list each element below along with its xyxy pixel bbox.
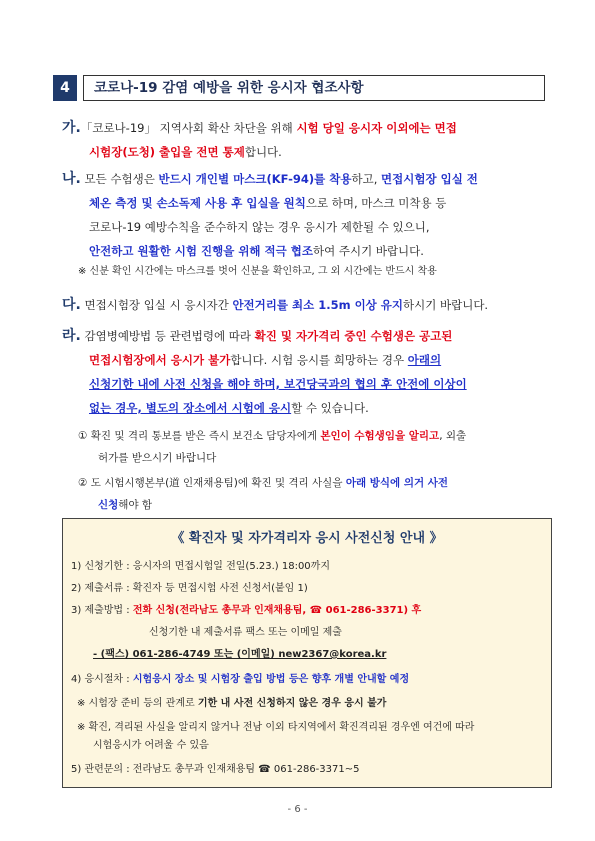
emphasis-blue: 신청 — [98, 499, 119, 511]
emphasis-blue: 아래의 — [407, 353, 442, 367]
text: 「코로나-19」 지역사회 확산 차단을 위해 — [80, 121, 297, 135]
note-restriction-cont: 시험응시가 어려울 수 있음 — [93, 740, 209, 751]
sub-item-2 — [78, 472, 548, 516]
text: 허가를 받으시기 바랍니다 — [98, 452, 217, 464]
text: ※ 시험장 준비 등의 관계로 — [77, 698, 198, 709]
text: 하시기 바랍니다. — [403, 298, 489, 312]
note-restriction: ※ 확진, 격리된 사실을 알리지 않거나 전남 이외 타지역에서 확진격리된 경우엔 여건에 따라 — [77, 722, 475, 733]
emphasis-blue: 신청기한 내에 사전 신청을 해야 하며, 보건당국과의 협의 후 안전에 이상이 — [89, 377, 467, 391]
info-row-method — [71, 604, 421, 618]
text: 면접시험장 입실 시 응시자간 — [84, 298, 233, 312]
item-na — [62, 167, 552, 263]
emphasis-red: 시험 당일 응시자 이외에는 면접 — [296, 121, 457, 135]
item-marker: 가. — [62, 120, 81, 136]
emphasis-blue: 안전거리를 최소 1.5m 이상 유지 — [232, 298, 404, 312]
text: ② 도 시험시행본부(道 인재채용팀)에 확진 및 격리 사실을 — [78, 477, 346, 489]
contact-fax-email: - (팩스) 061-286-4749 또는 (이메일) new2367@korea.kr — [93, 649, 387, 660]
text: 으로 하며, 마스크 미착용 등 — [305, 196, 447, 210]
text: 해야 함 — [118, 499, 153, 511]
item-da — [62, 293, 552, 317]
info-row-method-detail: 신청기한 내 제출서류 팩스 또는 이메일 제출 — [149, 627, 342, 638]
emphasis-blue: 체온 측정 및 손소독제 사용 후 입실을 원칙 — [89, 196, 306, 210]
info-row-deadline: 1) 신청기한 : 응시자의 면접시험일 전일(5.23.) 18:00까지 — [71, 561, 330, 572]
section-header — [53, 75, 545, 101]
item-marker: 라. — [62, 328, 81, 344]
emphasis-blue: 면접시험장 입실 전 — [381, 172, 478, 186]
section-number-badge: 4 — [53, 75, 77, 101]
text: ① 확진 및 격리 통보를 받은 즉시 보건소 담당자에게 — [78, 430, 321, 442]
emphasis-blue: 아래 방식에 의거 사전 — [345, 477, 449, 489]
item-ga — [62, 116, 552, 164]
text: 할 수 있습니다. — [291, 401, 369, 415]
text: 합니다. 시험 응시를 희망하는 경우 — [230, 353, 408, 367]
info-row-contact: 5) 관련문의 : 전라남도 총무과 인재채용팀 ☎ 061-286-3371~5 — [71, 764, 360, 775]
page-number: - 6 - — [287, 804, 308, 815]
text: 4) 응시절차 : — [71, 674, 133, 685]
text: 하고, — [351, 172, 382, 186]
text: 합니다. — [244, 145, 282, 159]
text: 모든 수험생은 — [84, 172, 159, 186]
section-title: 코로나-19 감염 예방을 위한 응시자 협조사항 — [83, 75, 545, 101]
text: 3) 제출방법 : — [71, 605, 133, 616]
item-ra — [62, 324, 552, 420]
emphasis-red: 시험장(도청) 출입을 전면 통제 — [89, 145, 245, 159]
item-marker: 다. — [62, 297, 81, 313]
info-row-procedure — [71, 673, 409, 687]
item-marker: 나. — [62, 171, 81, 187]
emphasis-red: 본인이 수험생임을 알리고 — [320, 430, 440, 442]
pre-application-info-box — [62, 518, 552, 788]
emphasis-blue: 없는 경우, 별도의 장소에서 시험에 응시 — [89, 401, 292, 415]
mask-note: ※ 신분 확인 시간에는 마스크를 벗어 신분을 확인하고, 그 외 시간에는 반드시 착용 — [78, 266, 437, 277]
text: 코로나-19 예방수칙을 준수하지 않는 경우 응시가 제한될 수 있으니, — [89, 220, 430, 234]
emphasis-blue: 시험응시 장소 및 시험장 출입 방법 등은 향후 개별 안내할 예정 — [132, 674, 410, 685]
emphasis-red: 면접시험장에서 응시가 불가 — [89, 353, 231, 367]
emphasis-bold: 기한 내 사전 신청하지 않은 경우 응시 불가 — [197, 698, 387, 709]
box-title: 《 확진자 및 자가격리자 응시 사전신청 안내 》 — [171, 531, 443, 546]
text: , 외출 — [439, 430, 467, 442]
text: 감염병예방법 등 관련법령에 따라 — [84, 329, 255, 343]
emphasis-blue: 안전하고 원활한 시험 진행을 위해 적극 협조 — [89, 244, 313, 258]
text: 하여 주시기 바랍니다. — [312, 244, 424, 258]
emphasis-red: 전화 신청(전라남도 총무과 인재채용팀, ☎ 061-286-3371) 후 — [132, 605, 422, 616]
note-deadline — [77, 697, 386, 711]
info-row-documents: 2) 제출서류 : 확진자 등 면접시험 사전 신청서(붙임 1) — [71, 583, 308, 594]
sub-item-1 — [78, 425, 548, 469]
emphasis-red: 확진 및 자가격리 중인 수험생은 공고된 — [254, 329, 453, 343]
emphasis-blue: 반드시 개인별 마스크(KF-94)를 착용 — [158, 172, 352, 186]
